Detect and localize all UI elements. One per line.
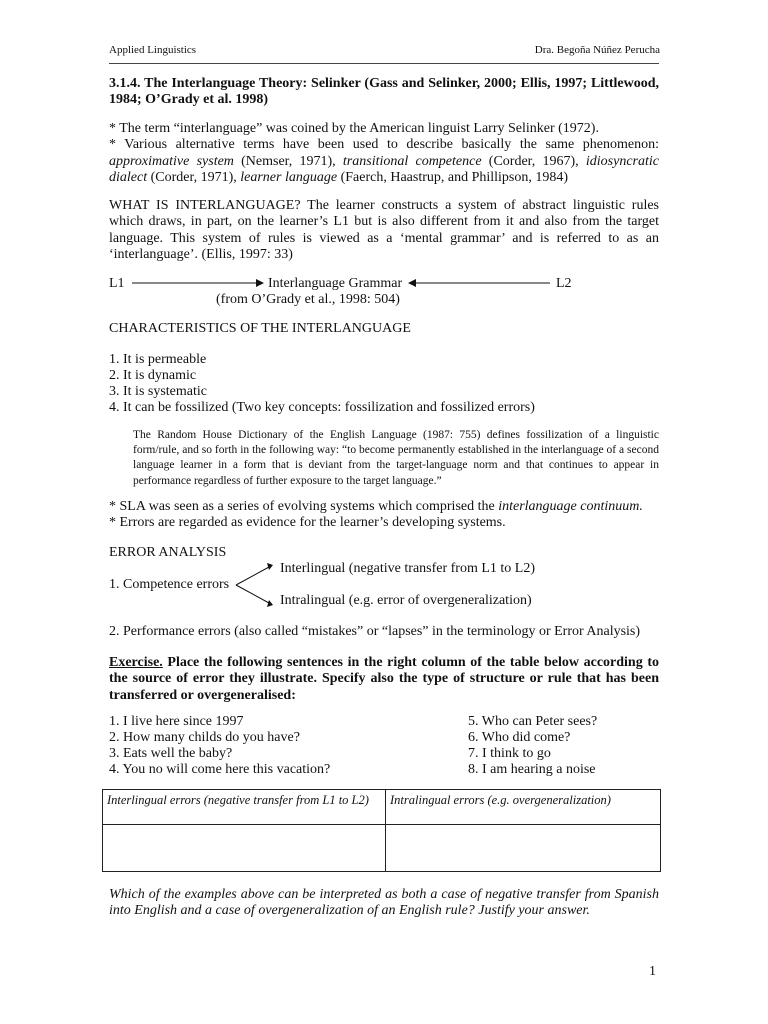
alt-terms-lead: * Various alternative terms have been used to describe basically the same phenomenon:	[109, 137, 659, 153]
citation-nemser: (Nemser, 1971),	[233, 153, 343, 169]
exercise-sentence: 3. Eats well the baby?	[109, 746, 233, 761]
branch-arrows	[234, 562, 274, 608]
section-title: 3.1.4. The Interlanguage Theory: Selinker (Gass and Selinker, 2000; Ellis, 1997; Littlewood, 1984; O’Grady et al. 1998)	[109, 76, 659, 108]
header-intralingual-errors: Intralingual errors (e.g. overgeneralization)	[386, 790, 661, 825]
answer-cell-intralingual[interactable]	[386, 825, 661, 872]
competence-errors: 1. Competence errors	[109, 577, 230, 592]
term-approximative-system: approximative system	[109, 153, 234, 169]
interlanguage-definition: WHAT IS INTERLANGUAGE? The learner constructs a system of abstract linguistic rules which draws, in part, on the learner’s L1 but is also different from it and also from the target language. This system of rules is viewed as a ‘mental grammar’ and is referred to as an ‘interlanguage’. (Ellis, 1997: 33)	[109, 198, 659, 262]
term-transitional-competence: transitional competence	[342, 153, 482, 169]
characteristic-item: 3. It is systematic	[109, 384, 207, 399]
citation-corder-1967: (Corder, 1967),	[481, 153, 586, 169]
exercise-sentence: 1. I live here since 1997	[109, 714, 244, 729]
characteristic-item: 1. It is permeable	[109, 352, 207, 367]
diagram-l2-label: L2	[556, 276, 572, 291]
intro-line-coined: * The term “interlanguage” was coined by the American linguist Larry Selinker (1972).	[109, 121, 599, 136]
citation-corder-1971: (Corder, 1971),	[147, 169, 241, 185]
diagram-center-label: Interlanguage Grammar	[268, 276, 403, 291]
fossilization-quote: The Random House Dictionary of the English Language (1987: 755) defines fossilization of a linguistic form/rule, and so forth in the following way: “to become permanently established in the interlanguage of a second language learner in a form that is deviant from the target-language norm and that continues to appear in performance regardless of further exposure to the target language.”	[133, 429, 659, 487]
term-learner-language: learner language	[240, 169, 338, 185]
characteristic-item: 4. It can be fossilized (Two key concepts: fossilization and fossilized errors)	[109, 400, 535, 415]
table-header-row	[103, 790, 661, 825]
page-number: 1	[649, 964, 656, 979]
running-header-course: Applied Linguistics	[109, 44, 197, 56]
note-sla	[109, 499, 643, 515]
interlingual-branch: Interlingual (negative transfer from L1 to L2)	[280, 561, 536, 576]
exercise-sentence: 7. I think to go	[468, 746, 551, 761]
exercise-sentence: 8. I am hearing a noise	[468, 762, 596, 777]
diagram-arrow-right	[128, 276, 264, 290]
answer-cell-interlingual[interactable]	[103, 825, 386, 872]
characteristic-item: 2. It is dynamic	[109, 368, 197, 383]
table-answer-row	[103, 825, 661, 872]
answer-table	[102, 789, 661, 872]
exercise-sentence: 2. How many childs do you have?	[109, 730, 300, 745]
performance-errors: 2. Performance errors (also called “mistakes” or “lapses” in the terminology or Error Analysis)	[109, 624, 641, 639]
diagram-arrow-left	[408, 276, 554, 290]
intro-alternative-terms	[109, 137, 659, 186]
error-analysis-heading: ERROR ANALYSIS	[109, 545, 227, 560]
citation-faerch: (Faerch, Haastrup, and Phillipson, 1984)	[337, 169, 569, 185]
diagram-source: (from O’Grady et al., 1998: 504)	[216, 292, 400, 307]
note-errors: * Errors are regarded as evidence for the learner’s developing systems.	[109, 515, 506, 530]
header-divider	[109, 63, 659, 64]
intro-paragraph	[109, 121, 659, 186]
exercise-label: Exercise.	[109, 655, 163, 670]
note-sla-text: * SLA was seen as a series of evolving systems which comprised the	[109, 499, 499, 514]
exercise-instruction	[109, 655, 659, 704]
characteristics-heading: CHARACTERISTICS OF THE INTERLANGUAGE	[109, 321, 411, 336]
exercise-sentence: 4. You no will come here this vacation?	[109, 762, 331, 777]
term-idiosyncratic-dialect: idiosyncratic dialect	[109, 153, 659, 185]
closing-question: Which of the examples above can be interpreted as both a case of negative transfer from Spanish into English and a case of overgeneralization of an English rule? Justify your answer.	[109, 887, 659, 919]
header-interlingual-errors: Interlingual errors (negative transfer from L1 to L2)	[103, 790, 386, 825]
diagram-l1-label: L1	[109, 276, 125, 291]
exercise-text: Place the following sentences in the right column of the table below according to the source of error they illustrate. Specify also the type of structure or rule that has been transferred or overgeneralised:	[109, 655, 659, 703]
exercise-sentence: 5. Who can Peter sees?	[468, 714, 598, 729]
intralingual-branch: Intralingual (e.g. error of overgeneralization)	[280, 593, 532, 608]
running-header-author: Dra. Begoña Núñez Perucha	[534, 44, 660, 56]
term-interlanguage-continuum: interlanguage continuum.	[498, 499, 643, 514]
exercise-sentence: 6. Who did come?	[468, 730, 571, 745]
